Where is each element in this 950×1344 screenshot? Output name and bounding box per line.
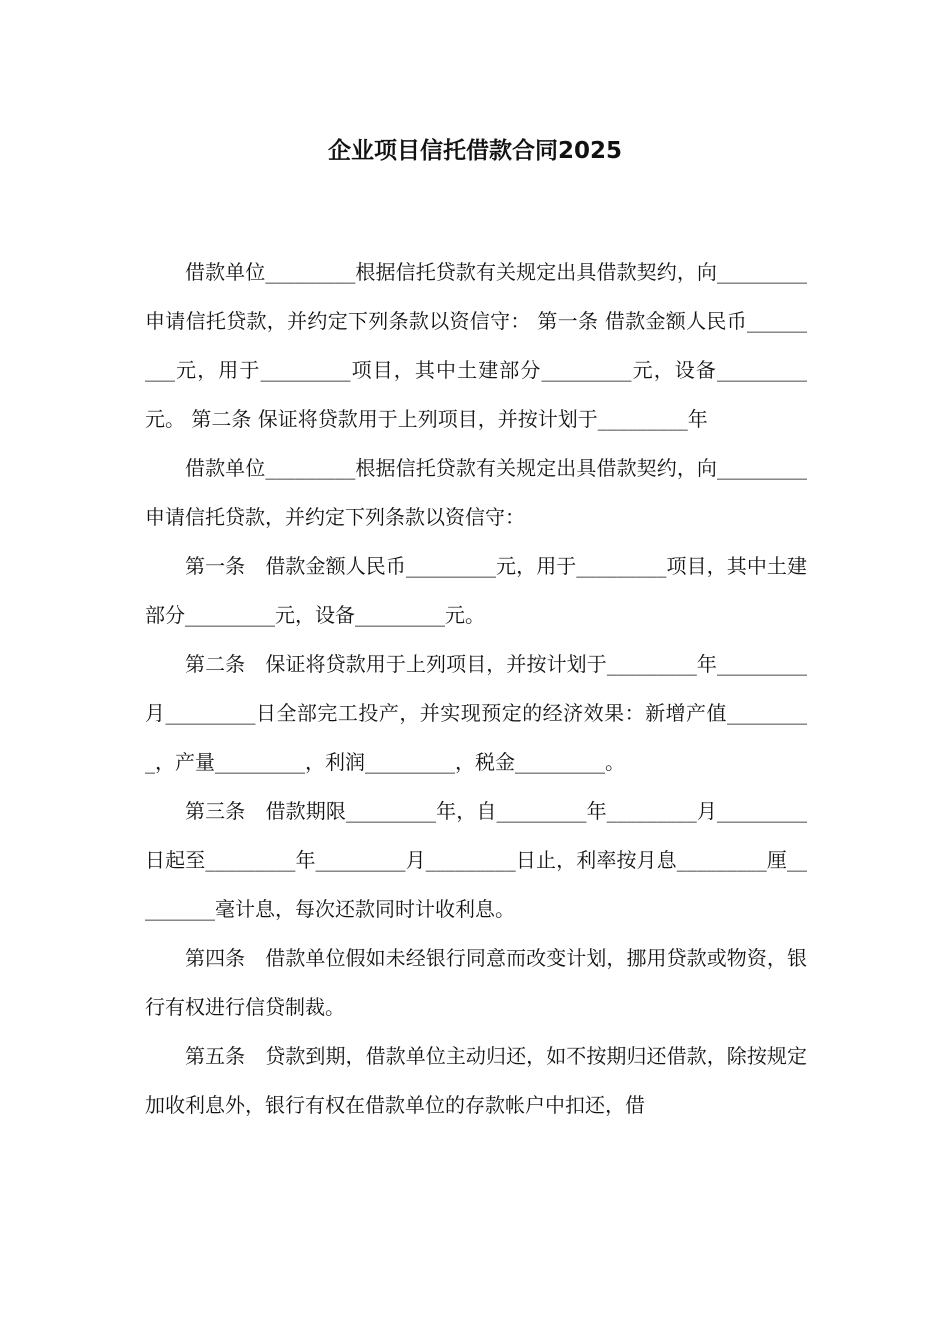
paragraph-intro: 借款单位_________根据信托贷款有关规定出具借款契约，向_________申请信托贷款，并约定下列条款以资信守： (145, 456, 807, 529)
paragraph-article-5: 第五条 贷款到期，借款单位主动归还，如不按期归还借款，除按规定加收利息外，银行有权在借款单位的存款帐户中扣还，借 (145, 1044, 807, 1117)
paragraph-article-1: 第一条 借款金额人民币_________元，用于_________项目，其中土建部分_________元，设备_________元。 (145, 554, 807, 627)
paragraph-intro-summary: 借款单位_________根据信托贷款有关规定出具借款契约，向_________申请信托贷款，并约定下列条款以资信守： 第一条 借款金额人民币_________元，用于_________项目，其中土建部分_________元，设备_________元。 第二条 保证将贷款用于上列项目，并按计划于_________年 (145, 260, 807, 431)
paragraph-article-2: 第二条 保证将贷款用于上列项目，并按计划于_________年_________月_________日全部完工投产，并实现预定的经济效果：新增产值_________，产量_________，利润_________，税金_________。 (145, 652, 807, 774)
paragraph-article-4: 第四条 借款单位假如未经银行同意而改变计划，挪用贷款或物资，银行有权进行信贷制裁。 (145, 946, 807, 1019)
document-title: 企业项目信托借款合同2025 (327, 138, 622, 164)
paragraph-article-3: 第三条 借款期限_________年，自_________年_________月_________日起至_________年_________月_________日止，利率按月息_________厘_________毫计息，每次还款同时计收利息。 (145, 799, 807, 921)
document-body (145, 248, 807, 1130)
